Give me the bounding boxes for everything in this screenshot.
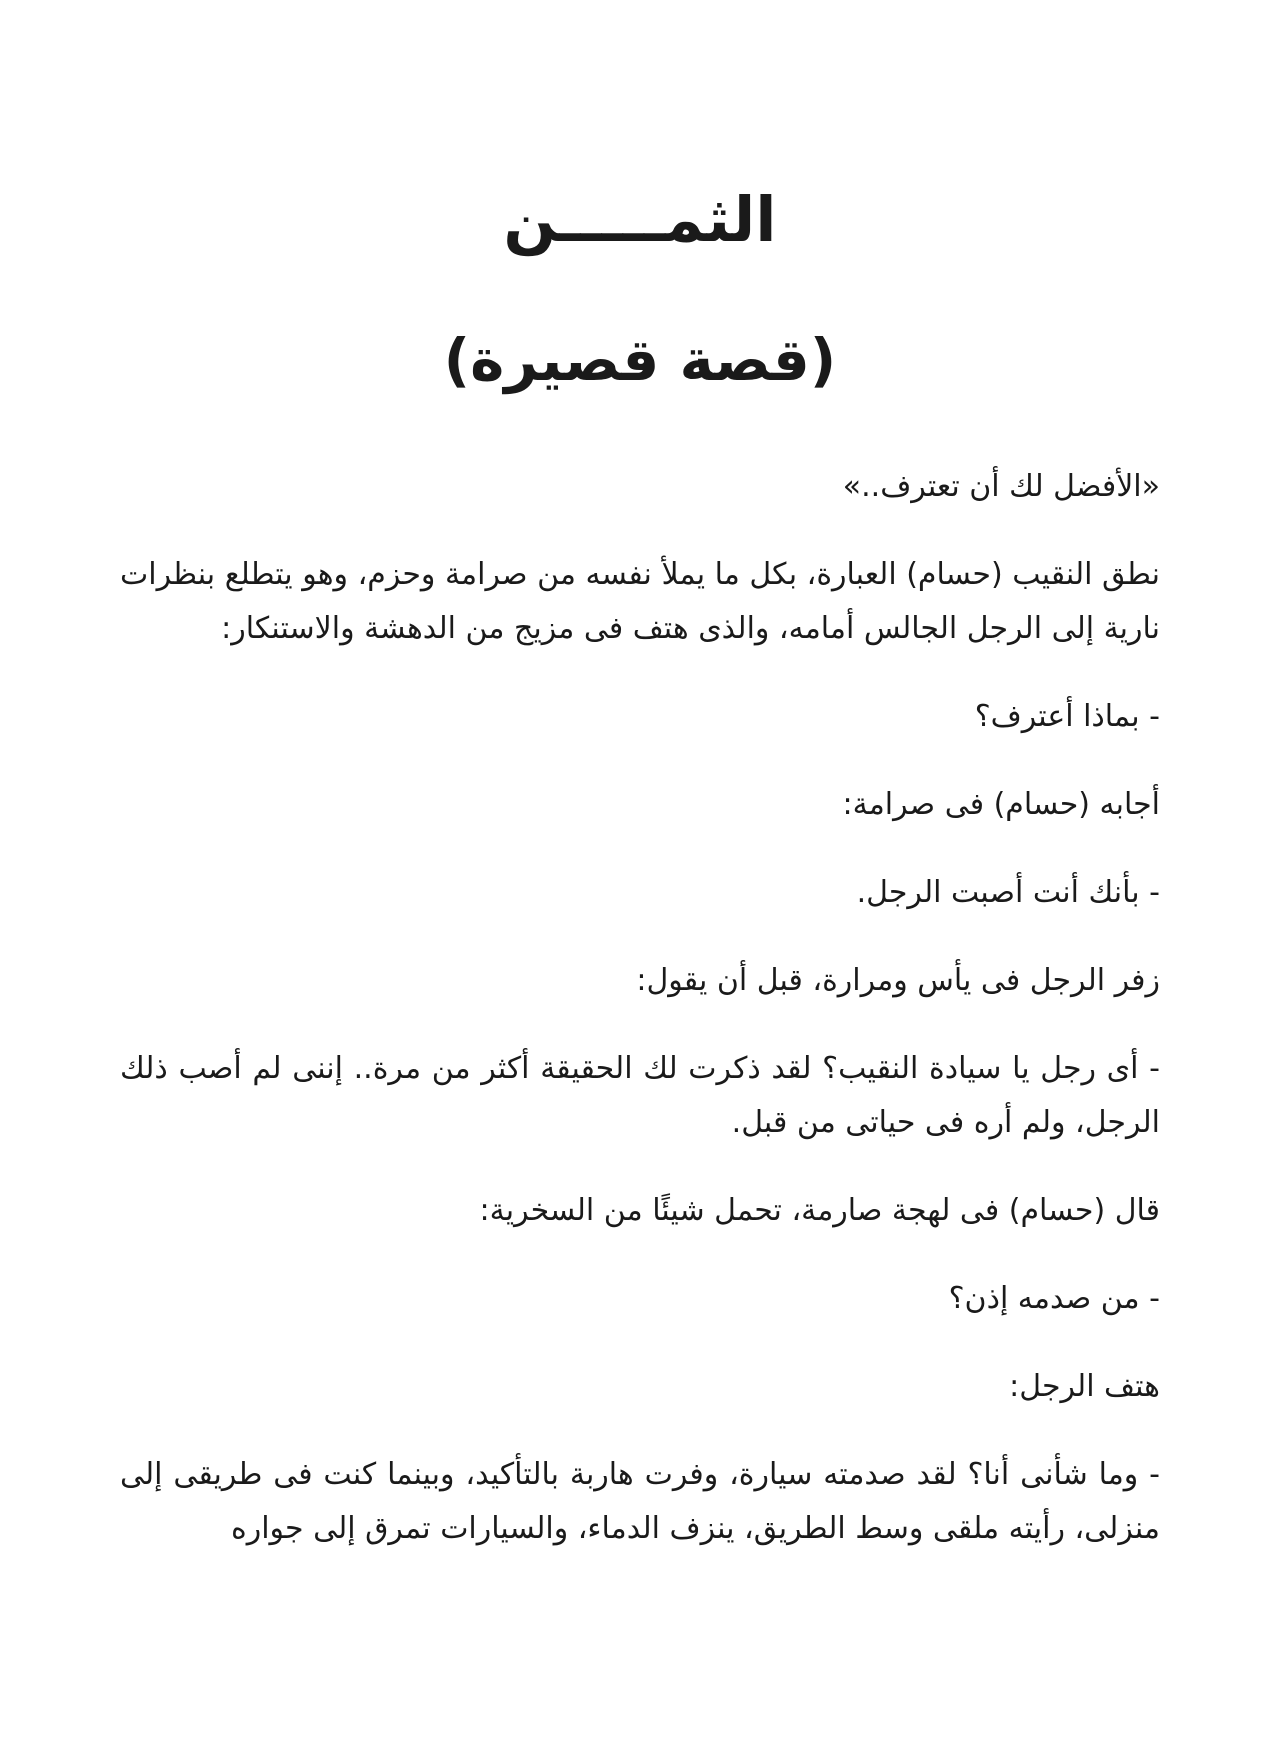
book-page (120, 0, 1160, 1761)
paragraph: هتف الرجل: (1009, 1369, 1160, 1404)
dialogue-line: - بماذا أعترف؟ (974, 699, 1160, 734)
paragraph: «الأفضل لك أن تعترف..» (842, 469, 1160, 504)
paragraph: نطق النقيب (حسام) العبارة، بكل ما يملأ نفسه من صرامة وحزم، وهو يتطلع بنظرات نارية إلى الرجل الجالس أمامه، والذى هتف فى مزيج من الدهشة والاستنكار: (120, 557, 1160, 646)
dialogue-line: - بأنك أنت أصبت الرجل. (856, 875, 1160, 910)
story-body (120, 460, 1160, 1590)
story-title: الثمـــــن (503, 183, 777, 256)
dialogue-line: - من صدمه إذن؟ (948, 1281, 1160, 1316)
paragraph: أجابه (حسام) فى صرامة: (842, 787, 1160, 822)
story-subtitle: (قصة قصيرة) (443, 326, 837, 394)
paragraph: قال (حسام) فى لهجة صارمة، تحمل شيئًا من السخرية: (479, 1193, 1160, 1228)
dialogue-line: - وما شأنى أنا؟ لقد صدمته سيارة، وفرت هاربة بالتأكيد، وبينما كنت فى طريقى إلى منزلى، رأيته ملقى وسط الطريق، ينزف الدماء، والسيارات تمرق إلى جواره (120, 1457, 1160, 1546)
dialogue-line: - أى رجل يا سيادة النقيب؟ لقد ذكرت لك الحقيقة أكثر من مرة.. إننى لم أصب ذلك الرجل، ولم أره فى حياتى من قبل. (120, 1051, 1160, 1140)
paragraph: زفر الرجل فى يأس ومرارة، قبل أن يقول: (636, 963, 1160, 998)
